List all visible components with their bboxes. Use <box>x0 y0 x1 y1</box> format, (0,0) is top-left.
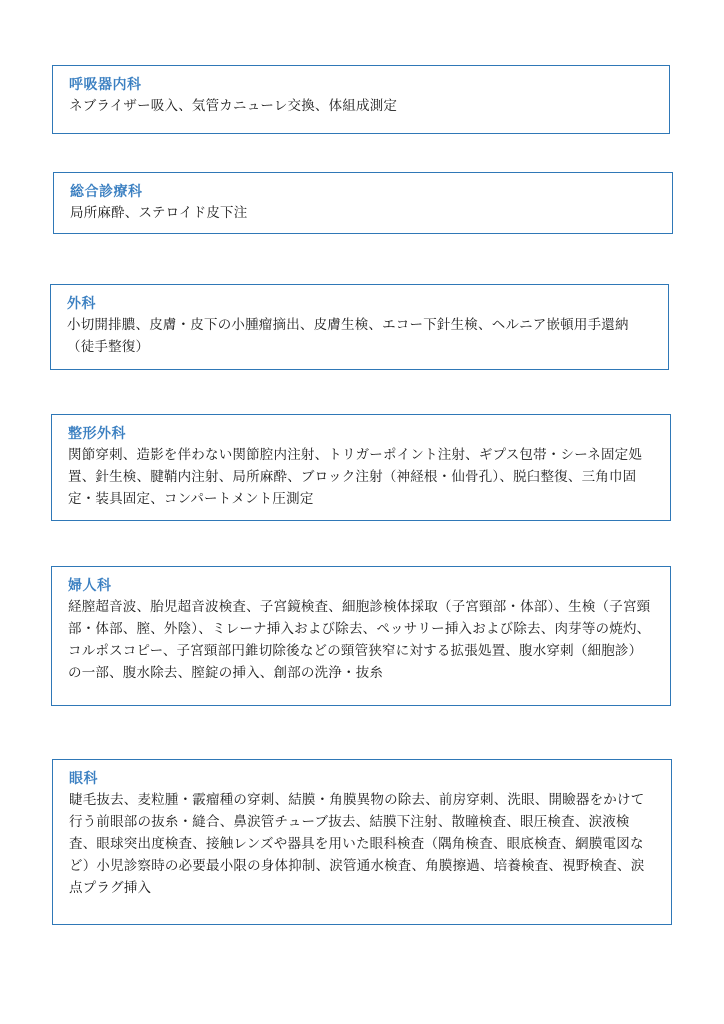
section-surgery <box>50 284 669 370</box>
section-title: 呼吸器内科 <box>69 77 142 93</box>
section-body: 小切開排膿、皮膚・皮下の小腫瘤摘出、皮膚生検、エコー下針生検、ヘルニア嵌頓用手還納（徒手整復） <box>67 317 629 355</box>
section-body: 経膣超音波、胎児超音波検査、子宮鏡検査、細胞診検体採取（子宮頸部・体部）、生検（子宮頸部・体部、膣、外陰）、ミレーナ挿入および除去、ペッサリー挿入および除去、肉芽等の焼灼、コルポスコピー、子宮頸部円錐切除後などの頸管狭窄に対する拡張処置、腹水穿刺（細胞診）の一部、腹水除去、膣錠の挿入、創部の洗浄・抜糸 <box>68 599 651 681</box>
section-title: 婦人科 <box>68 578 112 594</box>
section-body: ネブライザー吸入、気管カニューレ交換、体組成測定 <box>69 98 398 114</box>
section-body: 睫毛抜去、麦粒腫・霰瘤種の穿刺、結膜・角膜異物の除去、前房穿刺、洗眼、開瞼器をかけて行う前眼部の抜糸・縫合、鼻涙管チューブ抜去、結膜下注射、散瞳検査、眼圧検査、涙液検査、眼球突出度検査、接触レンズや器具を用いた眼科検査（隅角検査、眼底検査、網膜電図など）小児診察時の必要最小限の身体抑制、涙管通水検査、角膜擦過、培養検査、視野検査、涙点プラグ挿入 <box>69 792 645 896</box>
section-title: 整形外科 <box>68 426 126 442</box>
section-general-medicine <box>53 172 673 234</box>
section-body: 局所麻酔、ステロイド皮下注 <box>70 205 248 221</box>
section-gynecology <box>51 566 671 706</box>
section-body: 関節穿刺、造影を伴わない関節腔内注射、トリガーポイント注射、ギプス包帯・シーネ固定処置、針生検、腱鞘内注射、局所麻酔、ブロック注射（神経根・仙骨孔）、脱臼整復、三角巾固定・装具固定、コンパートメント圧測定 <box>68 447 643 507</box>
section-title: 眼科 <box>69 771 98 787</box>
section-title: 外科 <box>67 296 96 312</box>
section-respiratory-medicine <box>52 65 670 134</box>
section-ophthalmology <box>52 759 672 925</box>
section-orthopedics <box>51 414 671 521</box>
section-title: 総合診療科 <box>70 184 143 200</box>
